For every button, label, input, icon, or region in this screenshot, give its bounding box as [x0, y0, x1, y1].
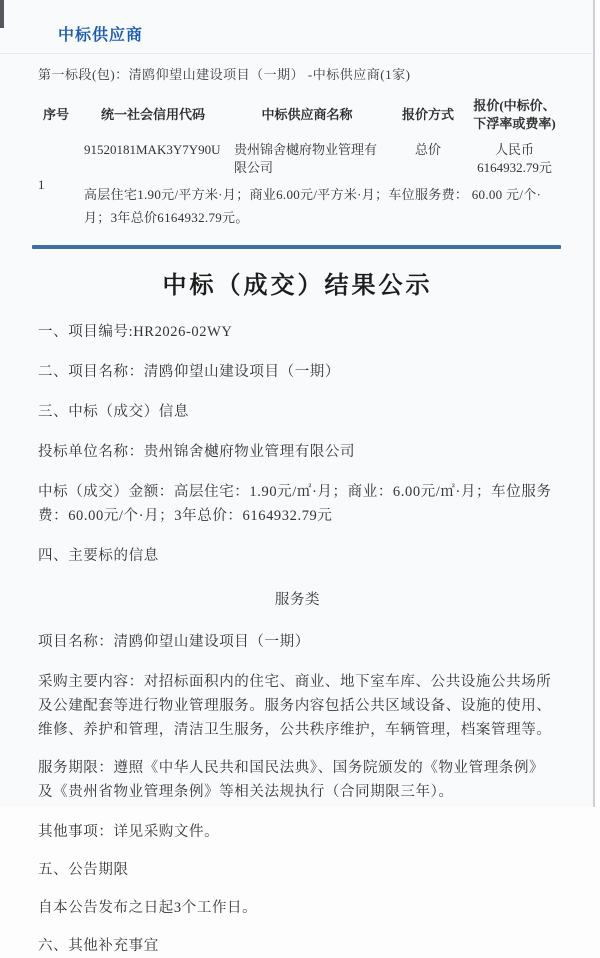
lot-description-line: 第一标段(包)：清鸥仰望山建设项目（一期） -中标供应商(1家) [38, 67, 411, 82]
section-1-project-number: 一、项目编号:HR2026-02WY [38, 324, 233, 340]
section-6-heading: 六、其他补充事宜 [38, 938, 159, 954]
cell-supplier-name: 贵州锦舍樾府物业管理有限公司 [234, 142, 378, 175]
cell-quote-method: 总价 [414, 142, 441, 157]
section-3-heading: 三、中标（成交）信息 [38, 404, 189, 420]
cell-seq: 1 [38, 177, 45, 192]
announcement-title: 中标（成交）结果公示 [162, 273, 433, 299]
item-project-name: 项目名称：清鸥仰望山建设项目（一期） [38, 634, 310, 650]
col-header-credit-code: 统一社会信用代码 [100, 107, 205, 122]
col-header-supplier-name: 中标供应商名称 [261, 107, 353, 122]
heading-divider [0, 53, 593, 54]
award-amount-line: 中标（成交）金额：高层住宅：1.90元/㎡·月；商业：6.00元/㎡·月；车位服务费：60.00元/个·月；3年总价：6164932.79元 [38, 484, 552, 524]
other-matters-line: 其他事项：详见采购文件。 [38, 824, 220, 840]
col-header-quote-method: 报价方式 [401, 107, 454, 122]
announcement-period-line: 自本公告发布之日起3个工作日。 [38, 900, 258, 916]
bidder-name-line: 投标单位名称：贵州锦舍樾府物业管理有限公司 [38, 444, 356, 460]
section-4-heading: 四、主要标的信息 [38, 548, 159, 564]
service-category-label: 服务类 [274, 592, 321, 608]
section-5-heading: 五、公告期限 [38, 862, 129, 878]
section-2-project-name: 二、项目名称：清鸥仰望山建设项目（一期） [38, 364, 340, 380]
service-term-paragraph: 服务期限：遵照《中华人民共和国民法典》、国务院颁发的《物业管理条例》及《贵州省物业管理条例》等相关法规执行（合同期限三年）。 [38, 760, 545, 800]
scan-edge-artifact [0, 0, 4, 28]
winning-supplier-section [0, 0, 593, 235]
announcement-body [0, 249, 593, 958]
col-header-seq: 序号 [42, 107, 69, 122]
cell-quote: 人民币6164932.79元 [477, 142, 552, 175]
winning-supplier-table [34, 95, 559, 235]
col-header-quote: 报价(中标价、下浮率或费率) [473, 98, 556, 131]
winning-supplier-heading: 中标供应商 [58, 27, 144, 44]
cell-quote-detail: 高层住宅1.90元/平方米·月；商业6.00元/平方米·月；车位服务费： 60.00 元/个·月；3年总价6164932.79元。 [84, 187, 542, 225]
cell-credit-code: 91520181MAK3Y7Y90U [84, 142, 221, 157]
procurement-content-paragraph: 采购主要内容：对招标面积内的住宅、商业、地下室车库、公共设施公共场所及公建配套等进行物业管理服务。服务内容包括公共区域设备、设施的使用、维修、养护和管理，清洁卫生服务，公共秩序维护，车辆管理，档案管理等。 [38, 674, 552, 738]
